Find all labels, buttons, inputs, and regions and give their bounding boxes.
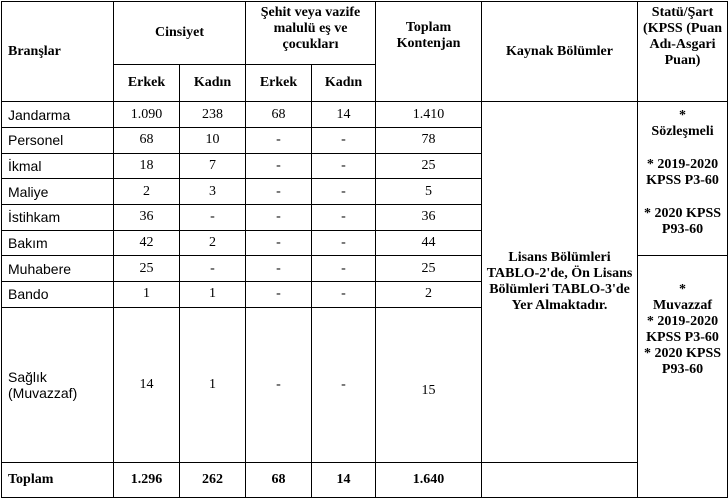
header-kadin: Kadın	[180, 65, 246, 102]
branch-name: Bando	[2, 281, 114, 307]
kaynak-bolumler-cell	[482, 102, 638, 462]
branch-name: Jandarma	[2, 102, 114, 128]
total-label: Toplam	[2, 462, 114, 497]
sehit-kadin-value: -	[312, 281, 376, 307]
erkek-value: 18	[114, 153, 180, 179]
total-sehit-kadin: 14	[312, 462, 376, 497]
statu-line: Muvazzaf	[652, 298, 713, 314]
sehit-kadin-value: -	[312, 128, 376, 154]
sehit-kadin-value: -	[312, 205, 376, 231]
toplam-value: 78	[376, 128, 482, 154]
sehit-erkek-value: -	[246, 281, 312, 307]
erkek-value: 25	[114, 256, 180, 282]
sehit-kadin-value: 14	[312, 102, 376, 128]
erkek-value: 36	[114, 205, 180, 231]
toplam-value: 5	[376, 179, 482, 205]
header-statu: Statü/Şart (KPSS (Puan Adı-Asgari Puan)	[638, 2, 728, 102]
kontenjan-table	[1, 1, 728, 498]
sehit-erkek-value: -	[246, 256, 312, 282]
toplam-value: 25	[376, 256, 482, 282]
header-branslar: Branşlar	[2, 2, 114, 102]
kadin-value: 3	[180, 179, 246, 205]
statu-sozlesmeli-cell	[638, 102, 728, 256]
erkek-value: 1.090	[114, 102, 180, 128]
branch-name: İstihkam	[2, 205, 114, 231]
sehit-erkek-value: -	[246, 307, 312, 462]
kadin-value: 10	[180, 128, 246, 154]
toplam-value: 44	[376, 230, 482, 256]
sehit-kadin-value: -	[312, 256, 376, 282]
kadin-value: 1	[180, 281, 246, 307]
sehit-erkek-value: -	[246, 179, 312, 205]
statu-line: * 2019-2020 KPSS P3-60	[646, 157, 719, 189]
kadin-value: -	[180, 256, 246, 282]
toplam-value: 1.410	[376, 102, 482, 128]
branch-name: Personel	[2, 128, 114, 154]
statu-line: Sözleşmeli	[651, 124, 714, 140]
erkek-value: 1	[114, 281, 180, 307]
total-erkek: 1.296	[114, 462, 180, 497]
header-toplam-kontenjan: Toplam Kontenjan	[376, 2, 482, 102]
branch-name: İkmal	[2, 153, 114, 179]
sehit-erkek-value: -	[246, 153, 312, 179]
erkek-value: 42	[114, 230, 180, 256]
erkek-value: 14	[114, 307, 180, 462]
header-erkek: Erkek	[114, 65, 180, 102]
kadin-value: 7	[180, 153, 246, 179]
toplam-value: 36	[376, 205, 482, 231]
header-cinsiyet: Cinsiyet	[114, 2, 246, 65]
header-sehit-erkek: Erkek	[246, 65, 312, 102]
sehit-kadin-value: -	[312, 153, 376, 179]
statu-star: *	[679, 282, 687, 298]
branch-name: Maliye	[2, 179, 114, 205]
sehit-kadin-value: -	[312, 179, 376, 205]
sehit-erkek-value: -	[246, 205, 312, 231]
statu-line: * 2020 KPSS P93-60	[644, 346, 722, 378]
kadin-value: 238	[180, 102, 246, 128]
total-kadin: 262	[180, 462, 246, 497]
total-sehit-erkek: 68	[246, 462, 312, 497]
kadin-value: -	[180, 205, 246, 231]
toplam-value: 25	[376, 153, 482, 179]
statu-line: * 2020 KPSS P93-60	[644, 206, 722, 238]
total-toplam: 1.640	[376, 462, 482, 497]
sehit-erkek-value: -	[246, 230, 312, 256]
statu-line: * 2019-2020 KPSS P3-60	[646, 314, 719, 346]
total-kaynak-empty	[482, 462, 638, 497]
statu-star: *	[679, 108, 687, 124]
header-kaynak: Kaynak Bölümler	[482, 2, 638, 102]
toplam-value: 15	[376, 307, 482, 462]
kaynak-text: Lisans Bölümleri TABLO-2'de, Ön Lisans Bölümleri TABLO-3'de Yer Almaktadır.	[486, 250, 633, 314]
branch-name: Bakım	[2, 230, 114, 256]
branch-name: Muhabere	[2, 256, 114, 282]
erkek-value: 68	[114, 128, 180, 154]
sehit-kadin-value: -	[312, 230, 376, 256]
erkek-value: 2	[114, 179, 180, 205]
table-row	[2, 102, 728, 128]
sehit-erkek-value: -	[246, 128, 312, 154]
toplam-value: 2	[376, 281, 482, 307]
total-row	[2, 462, 728, 497]
statu-muvazzaf-cell	[638, 256, 728, 498]
header-sehit-kadin: Kadın	[312, 65, 376, 102]
header-sehit: Şehit veya vazife malulü eş ve çocukları	[246, 2, 376, 65]
sehit-erkek-value: 68	[246, 102, 312, 128]
sehit-kadin-value: -	[312, 307, 376, 462]
kadin-value: 1	[180, 307, 246, 462]
kadin-value: 2	[180, 230, 246, 256]
branch-name: Sağlık (Muvazzaf)	[2, 307, 114, 462]
